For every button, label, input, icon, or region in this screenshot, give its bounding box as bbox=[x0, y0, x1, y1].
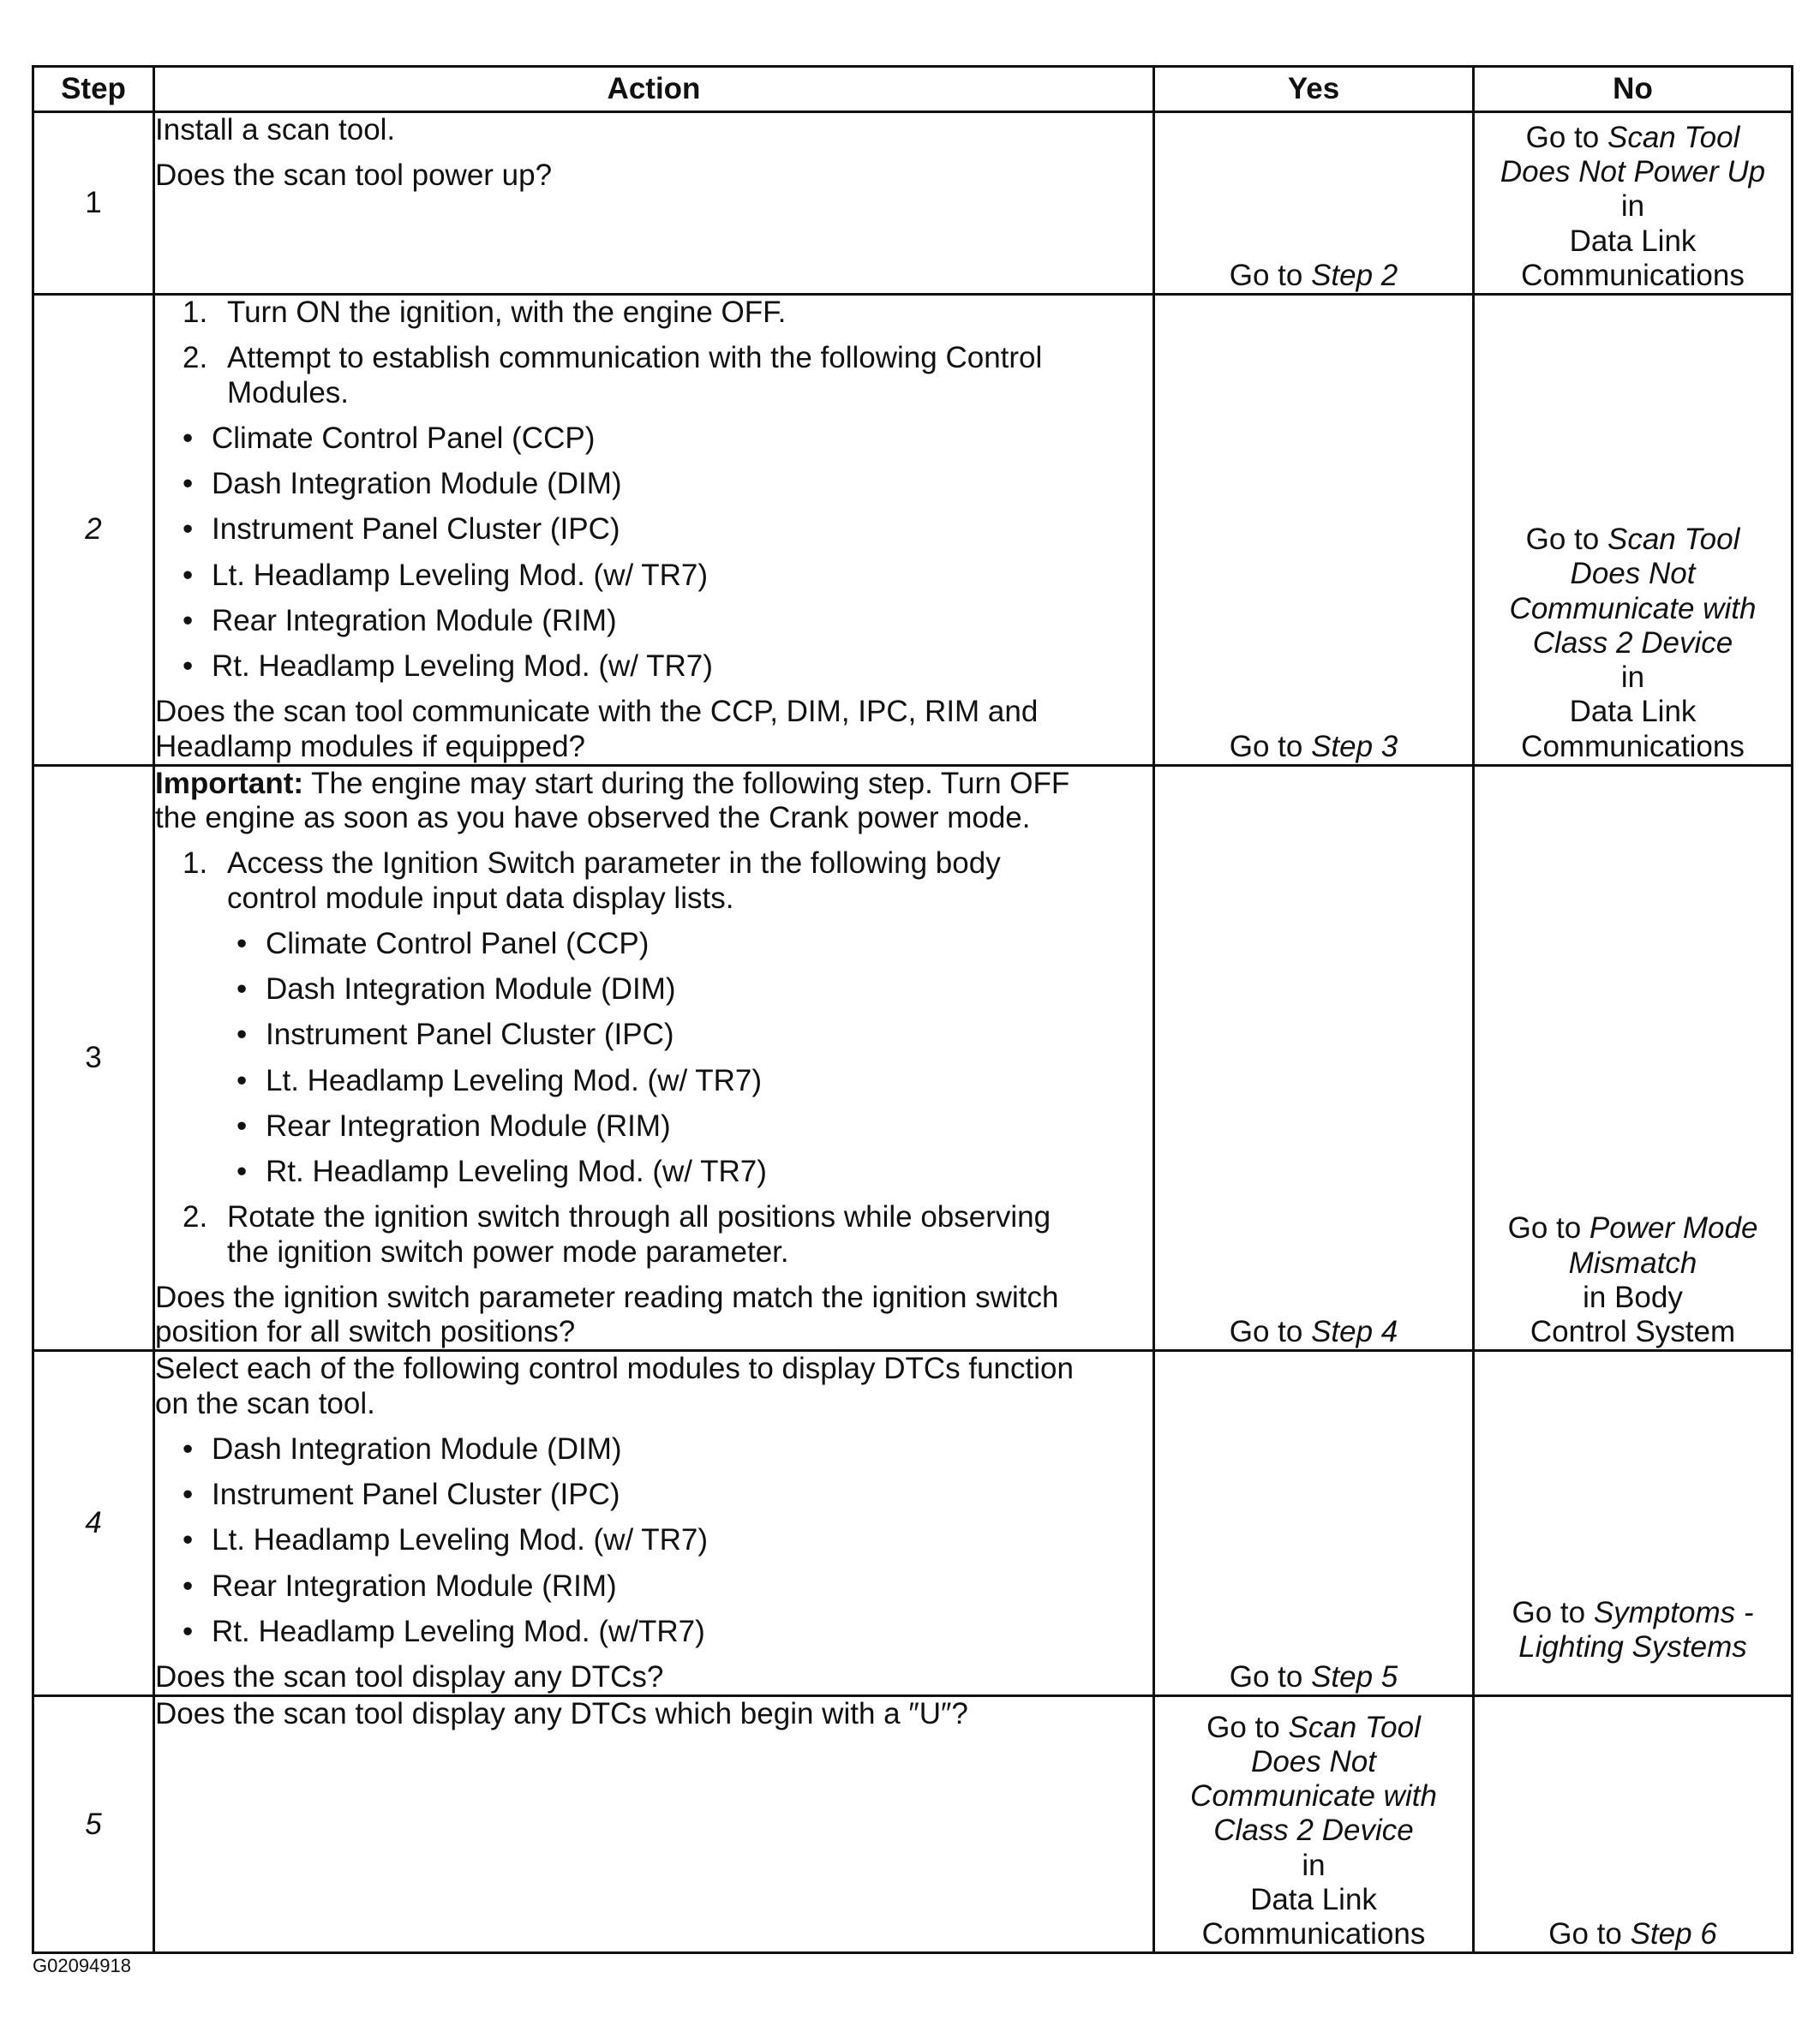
header-yes: Yes bbox=[1154, 67, 1474, 112]
bullet-item: • Rt. Headlamp Leveling Mod. (w/ TR7) bbox=[183, 649, 713, 683]
question-text: Does the scan tool communicate with the CCP, DIM, IPC, RIM and Headlamp modules if equipped? bbox=[155, 695, 1039, 763]
table-row bbox=[33, 1696, 1793, 1953]
bullet-item: • Rear Integration Module (RIM) bbox=[183, 603, 617, 637]
yes-cell bbox=[1154, 1696, 1474, 1953]
table-row bbox=[33, 295, 1793, 766]
no-link[interactable]: Mismatch bbox=[1568, 1246, 1697, 1280]
numbered-item: 2. Attempt to establish communication with the following Control Modules. bbox=[183, 341, 1043, 409]
yes-section: Communications bbox=[1201, 1917, 1426, 1951]
no-cell bbox=[1474, 295, 1793, 766]
question-text: Does the scan tool display any DTCs? bbox=[155, 1660, 664, 1694]
no-prefix: Go to bbox=[1512, 1596, 1594, 1629]
yes-link[interactable]: Scan Tool bbox=[1288, 1710, 1421, 1744]
no-cell bbox=[1474, 1351, 1793, 1696]
bullet-item: • Rt. Headlamp Leveling Mod. (w/ TR7) bbox=[236, 1155, 767, 1188]
no-link[interactable]: Class 2 Device bbox=[1532, 625, 1733, 660]
step-number bbox=[33, 1696, 154, 1953]
yes-link[interactable]: Class 2 Device bbox=[1213, 1814, 1414, 1848]
no-text: in bbox=[1620, 189, 1645, 224]
important-note: Important: The engine may start during the following step. Turn OFF the engine as soon as you have observed the Crank power mode. bbox=[155, 766, 1070, 834]
yes-link[interactable]: Step 4 bbox=[1311, 1315, 1398, 1348]
bullet-item: • Rear Integration Module (RIM) bbox=[183, 1569, 617, 1603]
question-text: Does the ignition switch parameter reading match the ignition switch position for all switch positions? bbox=[155, 1280, 1059, 1348]
action-cell bbox=[154, 295, 1154, 766]
bullet-item: • Instrument Panel Cluster (IPC) bbox=[183, 512, 620, 547]
step-number: 3 bbox=[33, 765, 154, 1351]
header-action: Action bbox=[154, 67, 1154, 112]
yes-cell bbox=[1154, 765, 1474, 1351]
no-section: in Body bbox=[1583, 1280, 1683, 1314]
no-link[interactable]: Does Not Power Up bbox=[1500, 155, 1766, 188]
figure-id: G02094918 bbox=[33, 1955, 131, 1976]
no-cell bbox=[1474, 112, 1793, 295]
step-number bbox=[33, 1351, 154, 1696]
no-section: Communications bbox=[1521, 258, 1745, 292]
step-number-text: 5 bbox=[85, 1807, 102, 1841]
step-number bbox=[33, 295, 154, 766]
action-cell bbox=[154, 112, 1154, 295]
yes-link[interactable]: Communicate with bbox=[1190, 1779, 1437, 1813]
no-prefix: Go to bbox=[1525, 523, 1607, 556]
no-section: Communications bbox=[1521, 729, 1745, 763]
yes-prefix: Go to bbox=[1229, 1660, 1312, 1694]
no-prefix: Go to bbox=[1548, 1917, 1631, 1951]
action-cell bbox=[154, 1351, 1154, 1696]
bullet-item: • Dash Integration Module (DIM) bbox=[183, 1431, 622, 1466]
no-link[interactable]: Does Not bbox=[1570, 557, 1696, 591]
no-link[interactable]: Communicate with bbox=[1509, 591, 1757, 625]
no-prefix: Go to bbox=[1525, 120, 1607, 154]
yes-link[interactable]: Step 2 bbox=[1311, 258, 1398, 292]
table-row bbox=[33, 1351, 1793, 1696]
action-cell bbox=[154, 1696, 1154, 1953]
table-row bbox=[33, 765, 1793, 1351]
no-link[interactable]: Power Mode bbox=[1589, 1211, 1758, 1246]
step-number: 1 bbox=[33, 112, 154, 295]
numbered-item: 1. Access the Ignition Switch parameter in the following body control module input data display lists. bbox=[183, 846, 1001, 915]
yes-prefix: Go to bbox=[1229, 729, 1312, 763]
numbered-item: 1. Turn ON the ignition, with the engine OFF. bbox=[183, 296, 787, 329]
bullet-item: • Climate Control Panel (CCP) bbox=[236, 926, 650, 960]
bullet-item: • Lt. Headlamp Leveling Mod. (w/ TR7) bbox=[183, 558, 709, 592]
yes-text: in bbox=[1302, 1848, 1326, 1882]
bullet-item: • Dash Integration Module (DIM) bbox=[236, 972, 676, 1006]
no-link[interactable]: Lighting Systems bbox=[1518, 1630, 1747, 1664]
yes-link[interactable]: Does Not bbox=[1251, 1744, 1376, 1778]
yes-prefix: Go to bbox=[1229, 1315, 1312, 1348]
no-cell bbox=[1474, 765, 1793, 1351]
diagnostic-table bbox=[32, 65, 1793, 1954]
no-section: Data Link bbox=[1569, 695, 1697, 729]
yes-section: Data Link bbox=[1250, 1882, 1377, 1916]
no-link[interactable]: Scan Tool bbox=[1607, 120, 1740, 154]
bullet-item: • Lt. Headlamp Leveling Mod. (w/ TR7) bbox=[236, 1063, 763, 1097]
yes-prefix: Go to bbox=[1229, 258, 1312, 292]
action-cell bbox=[154, 765, 1154, 1351]
no-section: Control System bbox=[1530, 1315, 1736, 1348]
no-cell bbox=[1474, 1696, 1793, 1953]
bullet-item: • Lt. Headlamp Leveling Mod. (w/ TR7) bbox=[183, 1523, 709, 1557]
bullet-item: • Instrument Panel Cluster (IPC) bbox=[236, 1018, 674, 1052]
step-number-text: 2 bbox=[85, 512, 102, 547]
numbered-item: 2. Rotate the ignition switch through all positions while observing the ignition switch power mode parameter. bbox=[183, 1200, 1051, 1269]
yes-link[interactable]: Step 5 bbox=[1311, 1660, 1398, 1694]
bullet-item: • Rt. Headlamp Leveling Mod. (w/TR7) bbox=[183, 1614, 705, 1648]
action-text: Select each of the following control modules to display DTCs function on the scan tool. bbox=[155, 1352, 1074, 1420]
no-link[interactable]: Scan Tool bbox=[1607, 523, 1740, 556]
question-text: Does the scan tool display any DTCs which begin with a ″U″? bbox=[155, 1697, 968, 1731]
bullet-item: • Rear Integration Module (RIM) bbox=[236, 1109, 671, 1143]
yes-cell bbox=[1154, 1351, 1474, 1696]
header-step: Step bbox=[33, 67, 154, 112]
no-link[interactable]: Step 6 bbox=[1630, 1917, 1717, 1951]
header-no: No bbox=[1474, 67, 1793, 112]
table-row bbox=[33, 112, 1793, 295]
yes-link[interactable]: Step 3 bbox=[1311, 729, 1398, 763]
no-prefix: Go to bbox=[1507, 1211, 1590, 1246]
action-text: Install a scan tool. bbox=[155, 113, 396, 146]
bullet-item: • Dash Integration Module (DIM) bbox=[183, 467, 622, 500]
header-row bbox=[33, 67, 1793, 112]
yes-prefix: Go to bbox=[1206, 1710, 1289, 1744]
bullet-item: • Climate Control Panel (CCP) bbox=[183, 421, 596, 455]
bullet-item: • Instrument Panel Cluster (IPC) bbox=[183, 1478, 620, 1511]
yes-cell bbox=[1154, 112, 1474, 295]
question-text: Does the scan tool power up? bbox=[155, 158, 553, 193]
no-section: Data Link bbox=[1569, 224, 1697, 258]
no-link[interactable]: Symptoms - bbox=[1593, 1596, 1754, 1629]
no-text: in bbox=[1620, 660, 1645, 694]
yes-cell bbox=[1154, 295, 1474, 766]
step-number-text: 4 bbox=[85, 1506, 102, 1540]
